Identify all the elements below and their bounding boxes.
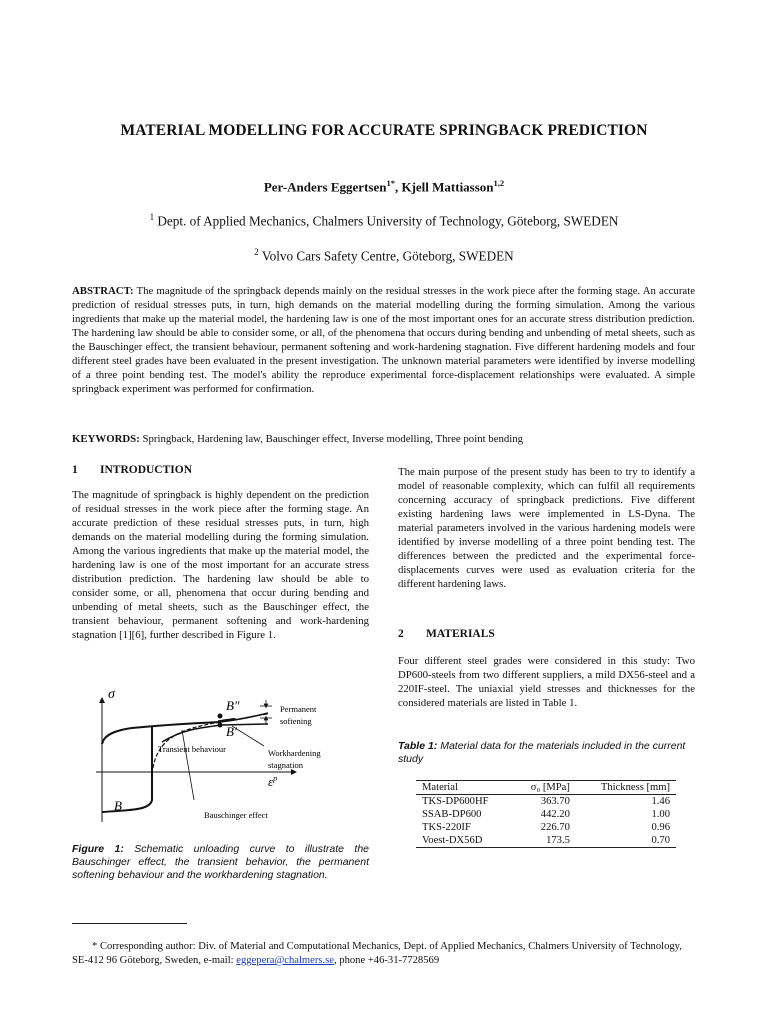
table-caption xyxy=(398,740,695,766)
abstract-label: ABSTRACT: xyxy=(72,285,134,297)
table-caption-text: Material data for the materials included in the current study xyxy=(398,740,686,765)
table-header-row xyxy=(416,781,676,795)
table-row xyxy=(416,808,676,821)
bauschinger-effect-label: Bauschinger effect xyxy=(204,810,268,820)
email-link[interactable]: eggepera@chalmers.se xyxy=(236,955,334,966)
point-b-prime-label: B′ xyxy=(226,724,237,739)
softening-label: softening xyxy=(280,716,312,726)
footnote-text: Corresponding author: Div. of Material and Computational Mechanics, Dept. of Applied Mechanics, Chalmers University of Technology, SE-412 96 Göteborg, Sweden, e-mail: xyxy=(72,941,682,966)
keywords xyxy=(72,432,695,446)
unloading-curve xyxy=(102,726,152,812)
table-cell: 173.5 xyxy=(546,835,570,846)
point-b-prime xyxy=(218,723,223,728)
table-cell: 1.00 xyxy=(651,809,670,820)
keywords-text: Springback, Hardening law, Bauschinger effect, Inverse modelling, Three point bending xyxy=(139,433,524,445)
affiliation-2 xyxy=(0,247,768,264)
author-separator: , xyxy=(394,179,402,195)
loading-curve xyxy=(102,722,220,744)
section-number: 2 xyxy=(398,628,404,640)
section-heading-introduction xyxy=(72,464,192,476)
stagnation-leader xyxy=(232,726,264,746)
point-b-double-prime xyxy=(218,714,223,719)
footnote-rule xyxy=(72,923,187,924)
table-cell: TKS-DP600HF xyxy=(422,796,489,807)
section-heading-materials xyxy=(398,628,495,640)
monotonic-continuation-curve xyxy=(218,713,268,722)
affiliation-1 xyxy=(0,212,768,229)
reverse-reloading-curve xyxy=(162,724,268,742)
table-header-cell: σ₀ [MPa] xyxy=(530,782,570,793)
section-title: MATERIALS xyxy=(426,628,495,640)
table-cell: 1.46 xyxy=(651,796,670,807)
section-title: INTRODUCTION xyxy=(100,464,193,476)
figure-1-schematic xyxy=(72,682,372,832)
section-number: 1 xyxy=(72,464,78,476)
table-header-cell: Thickness [mm] xyxy=(600,782,670,793)
author-line xyxy=(0,178,768,195)
table-caption-label: Table 1: xyxy=(398,740,438,752)
table-cell: 363.70 xyxy=(540,796,570,807)
table-row xyxy=(416,795,676,809)
footnote xyxy=(72,940,692,968)
affiliation-number: 1 xyxy=(149,212,155,222)
author-name: Per-Anders Eggertsen xyxy=(263,179,387,195)
abstract xyxy=(72,284,695,396)
affiliation-text: Dept. of Applied Mechanics, Chalmers University of Technology, Göteborg, SWEDEN xyxy=(154,213,619,229)
table-cell: 442.20 xyxy=(540,809,570,820)
abstract-text: The magnitude of the springback depends mainly on the residual stresses in the work piece after the forming stage. An accurate prediction of residual stresses puts, in turn, high demands on the material modelling during the forming simulation. Among the various ingredients that make up the material model, the hardening law is one of the most important ones for an accurate stress distribution prediction. The hardening law should be able to consider some, or all, of the phenomena that occurs during bending and unbending of metal sheets, such as the Bauschinger effect, the transient behaviour, permanent softening and work-hardening stagnation. Five different hardening models and four different steel grades have been evaluated in the present investigation. The unknown material parameters were identified by inverse modelling of a three point bending test. The model's ability the reproduce experimental force-displacement relationships were evaluated. A simple springback experiment was performed for confirmation. xyxy=(72,285,695,395)
strain-label xyxy=(268,774,277,789)
footnote-phone: , phone +46-31-7728569 xyxy=(333,955,440,966)
affiliation-text: Volvo Cars Safety Centre, Göteborg, SWEDEN xyxy=(258,248,514,264)
materials-paragraph: Four different steel grades were considered in this study: Two DP600-steels from two different suppliers, a mild DX56-steel and a 220IF-steel. The uniaxial yield stresses and thicknesses for the considered materials are listed in Table 1. xyxy=(398,655,695,709)
paper-title: MATERIAL MODELLING FOR ACCURATE SPRINGBACK PREDICTION xyxy=(120,122,648,139)
figure-caption-text: Schematic unloading curve to illustrate the Bauschinger effect, the transient behavior, the permanent softening behaviour and the workhardening stagnation. xyxy=(72,843,369,881)
epsilon-superscript: p xyxy=(273,774,278,783)
sigma-label: σ xyxy=(108,687,115,702)
table-cell: SSAB-DP600 xyxy=(422,809,482,820)
author-affiliation-mark: 1,2 xyxy=(493,178,505,188)
figure-caption-label: Figure 1: xyxy=(72,843,124,855)
point-b-double-prime-label: B″ xyxy=(226,698,240,713)
table-header-cell: Material xyxy=(422,782,458,793)
material-table xyxy=(416,780,676,848)
table-row xyxy=(416,834,676,848)
table-cell: TKS-220IF xyxy=(422,822,471,833)
workhardening-label: Workhardening xyxy=(268,748,321,758)
affiliation-number: 2 xyxy=(254,247,259,257)
introduction-paragraph: The magnitude of springback is highly dependent on the prediction of residual stresses in the work piece after the forming stage. An accurate prediction of these residual stresses puts, in turn, high demands on the material modelling during the forming simulation. Among the various ingredients that make up the material model, the hardening law is one of the most important for an accurate stress distribution prediction. The hardening law should be able to consider some, or all, phenomena that occur during bending and unbending of metal sheets, such as the Bauschinger effect, the transient behaviour, permanent softening and work-hardening stagnation [1][6], further described in Figure 1. xyxy=(72,489,369,641)
author-affiliation-mark: 1* xyxy=(386,178,395,188)
bauschinger-leader xyxy=(182,730,194,800)
purpose-paragraph: The main purpose of the present study has been to try to identify a model of reasonable complexity, which can fulfil all requirements concerning accuracy of springback predictions. Five different existing hardening laws were implemented in LS-Dyna. The material parameters involved in the various hardening models were identified by inverse modelling of a three point bending test. The differences between the predicted and the experimental force-displacements curves were used as evaluation criteria for the different hardening laws. xyxy=(398,466,695,590)
table-cell: 0.96 xyxy=(651,822,670,833)
table-cell: 0.70 xyxy=(651,835,670,846)
table-cell: 226.70 xyxy=(540,822,570,833)
keywords-label: KEYWORDS: xyxy=(72,433,140,445)
author-name: Kjell Mattiasson xyxy=(401,179,494,195)
figure-caption xyxy=(72,843,369,882)
footnote-marker: * xyxy=(92,941,100,952)
point-b-label: B xyxy=(114,798,122,813)
table-cell: Voest-DX56D xyxy=(422,835,483,846)
table-row xyxy=(416,821,676,834)
epsilon-symbol: ε xyxy=(268,774,274,789)
transient-behaviour-label: Transient behaviour xyxy=(158,744,226,754)
stagnation-label: stagnation xyxy=(268,760,303,770)
permanent-label: Permanent xyxy=(280,704,317,714)
